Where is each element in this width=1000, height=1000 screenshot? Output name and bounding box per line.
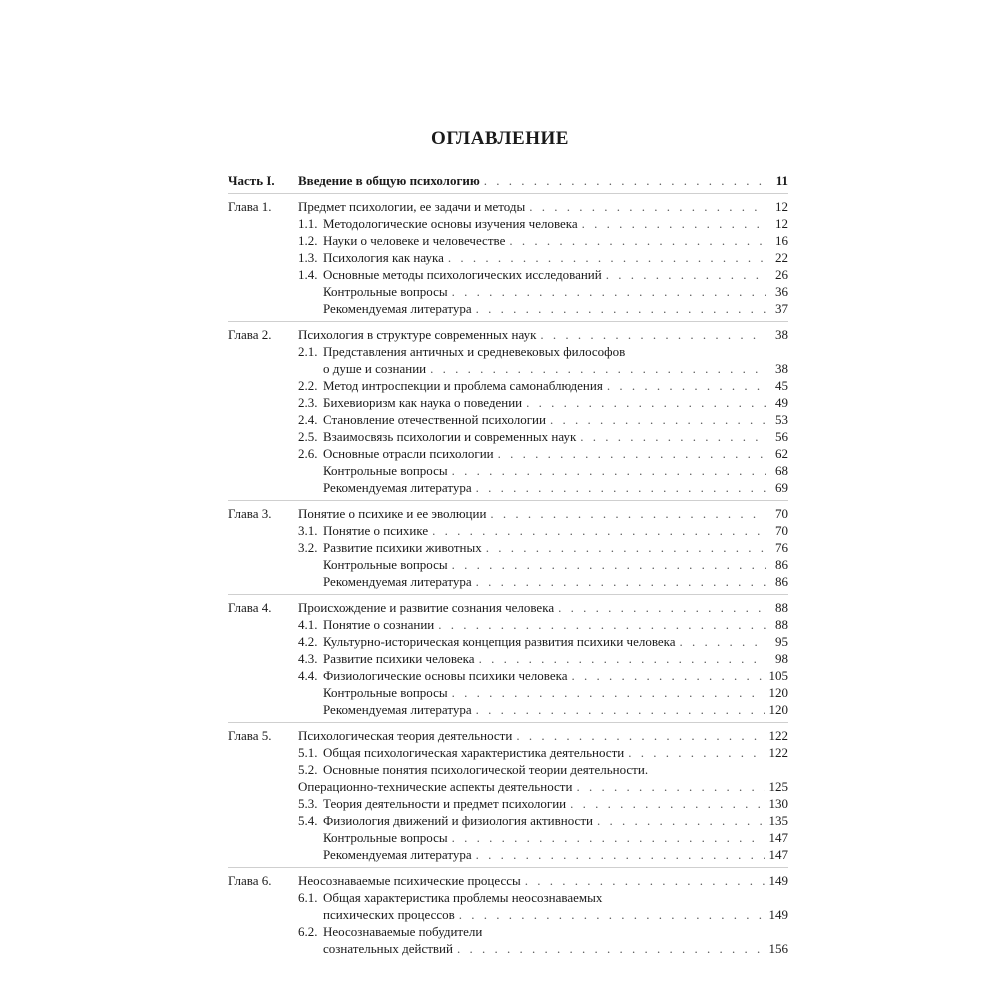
toc-entry-title: Рекомендуемая литература xyxy=(323,702,472,717)
dot-leader xyxy=(680,633,766,650)
dot-leader xyxy=(571,667,764,684)
toc-entry[interactable] xyxy=(228,445,788,462)
toc-page-number: 122 xyxy=(768,728,788,743)
toc-section-number: 2.1. xyxy=(298,344,318,359)
toc-page-number: 122 xyxy=(768,745,788,760)
toc-entry[interactable] xyxy=(228,411,788,428)
toc-entry[interactable] xyxy=(228,215,788,232)
toc-entry[interactable] xyxy=(228,556,788,573)
toc-part-label: Глава 1. xyxy=(228,199,272,214)
toc-entry[interactable] xyxy=(228,727,788,744)
toc-section-number: 3.2. xyxy=(298,540,318,555)
toc-section-number: 6.1. xyxy=(298,890,318,905)
toc-part-label: Часть I. xyxy=(228,173,275,188)
toc-entry[interactable] xyxy=(228,940,788,957)
toc-entry[interactable] xyxy=(228,889,788,906)
toc-entry-title: Контрольные вопросы xyxy=(323,685,448,700)
toc-page-number: 70 xyxy=(775,523,788,538)
dot-leader xyxy=(476,846,765,863)
dot-leader xyxy=(486,539,766,556)
toc-part-label: Глава 3. xyxy=(228,506,272,521)
toc-entry-title: Предмет психологии, ее задачи и методы xyxy=(298,199,526,214)
toc-entry[interactable] xyxy=(228,684,788,701)
toc-page-number: 38 xyxy=(775,327,788,342)
dot-leader xyxy=(432,522,766,539)
table-of-contents xyxy=(228,172,788,957)
toc-page-number: 26 xyxy=(775,267,788,282)
dot-leader xyxy=(628,744,764,761)
toc-entry-title: Понятие о психике xyxy=(323,523,429,538)
dot-leader xyxy=(580,428,766,445)
dot-leader xyxy=(452,283,766,300)
toc-section-number: 2.3. xyxy=(298,395,318,410)
toc-entry[interactable] xyxy=(228,266,788,283)
dot-leader xyxy=(529,198,766,215)
toc-page-number: 49 xyxy=(775,395,788,410)
toc-entry[interactable] xyxy=(228,360,788,377)
toc-section-number: 4.2. xyxy=(298,634,318,649)
toc-section-number: 3.1. xyxy=(298,523,318,538)
dot-leader xyxy=(550,411,766,428)
toc-page-number: 147 xyxy=(768,847,788,862)
toc-page-number: 98 xyxy=(775,651,788,666)
toc-entry-title: Общая характеристика проблемы неосознаваемых xyxy=(323,890,603,905)
dot-leader xyxy=(540,326,766,343)
toc-page-number: 53 xyxy=(775,412,788,427)
toc-section-number: 2.4. xyxy=(298,412,318,427)
toc-entry-title: Взаимосвязь психологии и современных наук xyxy=(323,429,577,444)
toc-entry-title: Методологические основы изучения человека xyxy=(323,216,578,231)
toc-entry[interactable] xyxy=(228,522,788,539)
toc-section-number: 1.4. xyxy=(298,267,318,282)
toc-entry-title: Происхождение и развитие сознания человека xyxy=(298,600,555,615)
toc-entry[interactable] xyxy=(228,812,788,829)
toc-section-number: 1.1. xyxy=(298,216,318,231)
toc-entry-title: Рекомендуемая литература xyxy=(323,301,472,316)
toc-page-number: 56 xyxy=(775,429,788,444)
toc-section-number: 2.6. xyxy=(298,446,318,461)
toc-entry-title: Культурно-историческая концепция развития психики человека xyxy=(323,634,676,649)
toc-entry-title: Основные понятия психологической теории деятельности. xyxy=(323,762,649,777)
dot-leader xyxy=(438,616,766,633)
toc-page-number: 12 xyxy=(775,216,788,231)
dot-leader xyxy=(516,727,764,744)
toc-entry-title: Развитие психики животных xyxy=(323,540,482,555)
toc-entry[interactable] xyxy=(228,573,788,590)
dot-leader xyxy=(526,394,766,411)
dot-leader xyxy=(490,505,766,522)
toc-section-number: 1.3. xyxy=(298,250,318,265)
toc-entry-title: Науки о человеке и человечестве xyxy=(323,233,506,248)
toc-entry[interactable] xyxy=(228,633,788,650)
toc-entry[interactable] xyxy=(228,906,788,923)
toc-page-number: 86 xyxy=(775,557,788,572)
dot-leader xyxy=(476,300,766,317)
toc-entry[interactable] xyxy=(228,744,788,761)
toc-section xyxy=(228,594,788,718)
toc-page-number: 130 xyxy=(768,796,788,811)
toc-section-number: 4.4. xyxy=(298,668,318,683)
toc-title: ОГЛАВЛЕНИЕ xyxy=(431,128,569,149)
toc-page-number: 22 xyxy=(775,250,788,265)
toc-page-number: 120 xyxy=(768,702,788,717)
toc-section xyxy=(228,193,788,317)
toc-entry-title: Операционно-технические аспекты деятельности xyxy=(298,779,573,794)
dot-leader xyxy=(498,445,766,462)
toc-page-number: 147 xyxy=(768,830,788,845)
dot-leader xyxy=(476,573,766,590)
toc-entry-title: Контрольные вопросы xyxy=(323,830,448,845)
toc-entry[interactable] xyxy=(228,343,788,360)
dot-leader xyxy=(597,812,765,829)
toc-entry-title: Психология как наука xyxy=(323,250,444,265)
toc-entry[interactable] xyxy=(228,300,788,317)
toc-page-number: 125 xyxy=(768,779,788,794)
toc-entry-title: Контрольные вопросы xyxy=(323,463,448,478)
dot-leader xyxy=(484,172,766,189)
toc-entry[interactable] xyxy=(228,198,788,215)
toc-entry-title: Неосознаваемые побудители xyxy=(323,924,483,939)
toc-section-number: 4.3. xyxy=(298,651,318,666)
toc-entry-title: Основные методы психологических исследований xyxy=(323,267,602,282)
toc-entry[interactable] xyxy=(228,846,788,863)
toc-part-label: Глава 2. xyxy=(228,327,272,342)
toc-entry-title: Метод интроспекции и проблема самонаблюдения xyxy=(323,378,603,393)
toc-part-label: Глава 4. xyxy=(228,600,272,615)
toc-page-number: 88 xyxy=(775,617,788,632)
dot-leader xyxy=(459,906,765,923)
toc-page-number: 38 xyxy=(775,361,788,376)
toc-section xyxy=(228,722,788,863)
toc-page-number: 105 xyxy=(768,668,788,683)
dot-leader xyxy=(457,940,765,957)
toc-entry-title: Бихевиоризм как наука о поведении xyxy=(323,395,523,410)
toc-entry-title: Рекомендуемая литература xyxy=(323,847,472,862)
toc-page-number: 86 xyxy=(775,574,788,589)
toc-section-number: 6.2. xyxy=(298,924,318,939)
toc-page-number: 88 xyxy=(775,600,788,615)
toc-section xyxy=(228,500,788,590)
toc-page-number: 37 xyxy=(775,301,788,316)
toc-entry[interactable] xyxy=(228,616,788,633)
dot-leader xyxy=(570,795,764,812)
toc-entry-title: Основные отрасли психологии xyxy=(323,446,494,461)
toc-page-number: 76 xyxy=(775,540,788,555)
toc-entry[interactable] xyxy=(228,172,788,189)
toc-entry[interactable] xyxy=(228,667,788,684)
toc-page-number: 11 xyxy=(775,173,788,188)
dot-leader xyxy=(452,684,765,701)
toc-part-label: Глава 5. xyxy=(228,728,272,743)
toc-entry-title: Представления античных и средневековых философов xyxy=(323,344,626,359)
toc-section-number: 1.2. xyxy=(298,233,318,248)
toc-section-number: 5.4. xyxy=(298,813,318,828)
toc-section-number: 5.3. xyxy=(298,796,318,811)
toc-entry-title: Психология в структуре современных наук xyxy=(298,327,537,342)
toc-page-number: 95 xyxy=(775,634,788,649)
toc-section xyxy=(228,321,788,496)
toc-entry[interactable] xyxy=(228,394,788,411)
dot-leader xyxy=(509,232,766,249)
toc-entry-title: Контрольные вопросы xyxy=(323,284,448,299)
toc-entry-title: психических процессов xyxy=(323,907,455,922)
dot-leader xyxy=(479,650,766,667)
toc-entry[interactable] xyxy=(228,599,788,616)
toc-entry[interactable] xyxy=(228,377,788,394)
toc-page-number: 62 xyxy=(775,446,788,461)
toc-entry[interactable] xyxy=(228,761,788,778)
toc-entry[interactable] xyxy=(228,778,788,795)
toc-page-number: 120 xyxy=(768,685,788,700)
toc-entry[interactable] xyxy=(228,505,788,522)
toc-entry[interactable] xyxy=(228,872,788,889)
toc-entry[interactable] xyxy=(228,462,788,479)
toc-entry[interactable] xyxy=(228,923,788,940)
toc-entry-title: Рекомендуемая литература xyxy=(323,480,472,495)
toc-section-number: 5.2. xyxy=(298,762,318,777)
toc-entry-title: Понятие о сознании xyxy=(323,617,435,632)
toc-section-number: 4.1. xyxy=(298,617,318,632)
toc-section-number: 5.1. xyxy=(298,745,318,760)
toc-page-number: 69 xyxy=(775,480,788,495)
dot-leader xyxy=(525,872,765,889)
toc-entry[interactable] xyxy=(228,283,788,300)
toc-entry[interactable] xyxy=(228,539,788,556)
toc-page-number: 135 xyxy=(768,813,788,828)
dot-leader xyxy=(606,266,766,283)
dot-leader xyxy=(452,556,766,573)
toc-section-number: 2.5. xyxy=(298,429,318,444)
toc-page-number: 68 xyxy=(775,463,788,478)
toc-page-number: 36 xyxy=(775,284,788,299)
dot-leader xyxy=(476,701,765,718)
toc-entry-title: Введение в общую психологию xyxy=(298,173,480,188)
toc-entry[interactable] xyxy=(228,326,788,343)
dot-leader xyxy=(448,249,766,266)
toc-page-number: 45 xyxy=(775,378,788,393)
toc-entry-title: Контрольные вопросы xyxy=(323,557,448,572)
toc-entry-title: Неосознаваемые психические процессы xyxy=(298,873,521,888)
toc-page-number: 12 xyxy=(775,199,788,214)
toc-entry-title: Рекомендуемая литература xyxy=(323,574,472,589)
toc-entry[interactable] xyxy=(228,479,788,496)
dot-leader xyxy=(582,215,766,232)
toc-entry[interactable] xyxy=(228,650,788,667)
toc-page-number: 149 xyxy=(768,907,788,922)
dot-leader xyxy=(430,360,766,377)
toc-section-number: 2.2. xyxy=(298,378,318,393)
toc-entry[interactable] xyxy=(228,795,788,812)
toc-entry-title: о душе и сознании xyxy=(323,361,427,376)
dot-leader xyxy=(607,377,766,394)
toc-entry-title: Общая психологическая характеристика деятельности xyxy=(323,745,625,760)
toc-page-number: 156 xyxy=(768,941,788,956)
toc-page-number: 149 xyxy=(768,873,788,888)
toc-part-label: Глава 6. xyxy=(228,873,272,888)
dot-leader xyxy=(452,462,766,479)
toc-page-number: 70 xyxy=(775,506,788,521)
toc-entry[interactable] xyxy=(228,829,788,846)
toc-entry-title: Становление отечественной психологии xyxy=(323,412,546,427)
toc-page-number: 16 xyxy=(775,233,788,248)
toc-entry-title: Теория деятельности и предмет психологии xyxy=(323,796,567,811)
toc-entry[interactable] xyxy=(228,249,788,266)
toc-section xyxy=(228,172,788,189)
toc-entry-title: Психологическая теория деятельности xyxy=(298,728,513,743)
toc-entry-title: Развитие психики человека xyxy=(323,651,475,666)
toc-entry[interactable] xyxy=(228,232,788,249)
toc-entry-title: сознательных действий xyxy=(323,941,453,956)
toc-entry-title: Понятие о психике и ее эволюции xyxy=(298,506,487,521)
toc-entry-title: Физиологические основы психики человека xyxy=(323,668,568,683)
toc-section xyxy=(228,867,788,957)
toc-entry-title: Физиология движений и физиология активности xyxy=(323,813,593,828)
toc-entry[interactable] xyxy=(228,701,788,718)
dot-leader xyxy=(476,479,766,496)
dot-leader xyxy=(558,599,766,616)
dot-leader xyxy=(576,778,764,795)
toc-entry[interactable] xyxy=(228,428,788,445)
dot-leader xyxy=(452,829,765,846)
